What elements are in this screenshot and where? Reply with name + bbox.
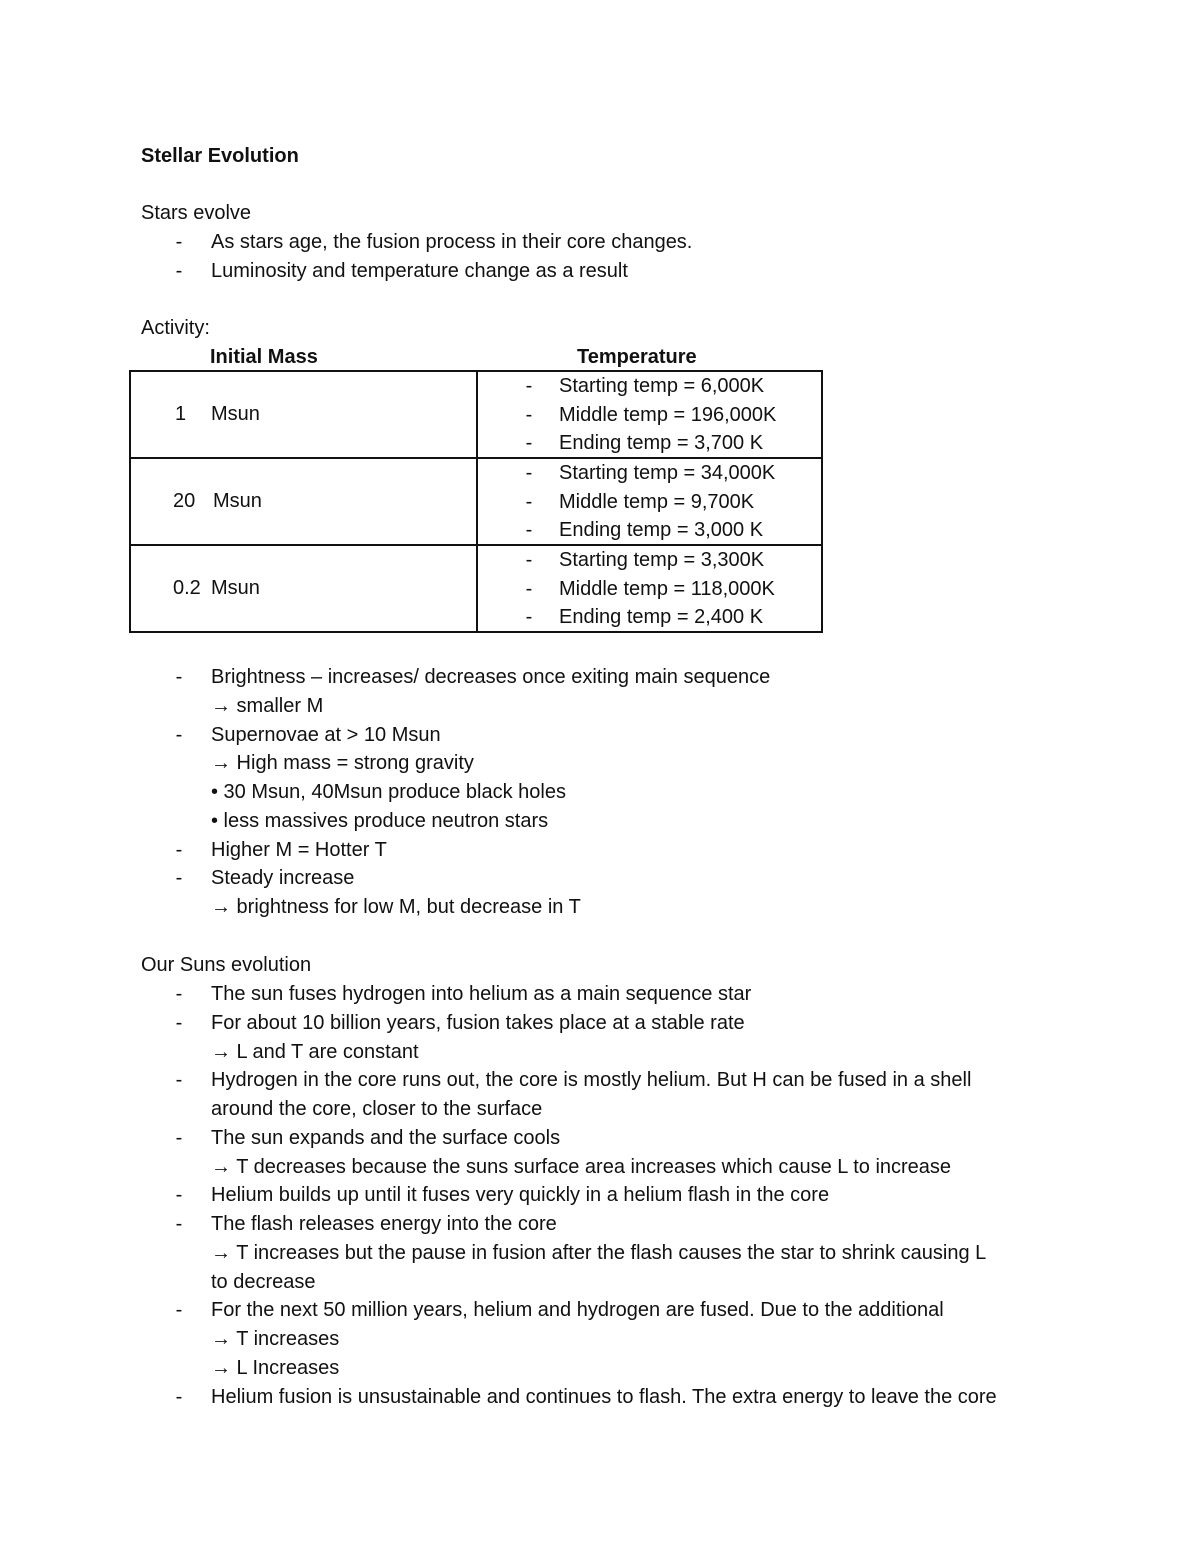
list-subitem: • 30 Msun, 40Msun produce black holes (211, 781, 566, 803)
mass-unit: Msun (211, 403, 260, 425)
dash-marker: - (175, 1011, 183, 1034)
mass-cell (130, 371, 477, 458)
list-item: Brightness – increases/ decreases once exiting main sequence (211, 666, 771, 688)
list-subitem: → smaller M (211, 694, 324, 717)
list-subitem: around the core, closer to the surface (211, 1098, 543, 1120)
dash-marker: - (175, 260, 183, 282)
table-row (130, 545, 822, 632)
mass-cell (130, 545, 477, 632)
dash-marker: - (525, 549, 533, 571)
mass-value: 0.2 (173, 577, 201, 599)
temperature-text: Starting temp = 6,000K (559, 375, 765, 397)
list-item: Hydrogen in the core runs out, the core is mostly helium. But H can be fused in a shell (211, 1069, 972, 1092)
page-title: Stellar Evolution (141, 145, 299, 167)
list-subitem: → T increases but the pause in fusion after the flash causes the star to shrink causing L (211, 1241, 987, 1264)
list-item: The sun fuses hydrogen into helium as a main sequence star (211, 983, 752, 1005)
bullet-text: Luminosity and temperature change as a result (211, 260, 628, 282)
list-subitem: → L and T are constant (211, 1040, 419, 1063)
activity-heading: Activity: (141, 317, 210, 339)
dash-marker: - (525, 462, 533, 484)
dash-marker: - (175, 1299, 183, 1322)
dash-marker: - (175, 838, 183, 861)
table-row (130, 458, 822, 545)
list-subitem: → L Increases (211, 1356, 340, 1379)
dash-marker: - (175, 1385, 183, 1408)
list-item: Higher M = Hotter T (211, 838, 387, 861)
dash-marker: - (175, 983, 183, 1005)
list-item: Helium builds up until it fuses very quickly in a helium flash in the core (211, 1184, 830, 1207)
section-heading-stars-evolve: Stars evolve (141, 202, 252, 224)
list-item: Steady increase (211, 867, 355, 890)
dash-marker: - (175, 1126, 183, 1149)
table-row (130, 371, 822, 458)
list-item: For about 10 billion years, fusion takes place at a stable rate (211, 1011, 745, 1034)
list-subitem: → T increases (211, 1328, 340, 1350)
temperature-text: Ending temp = 3,700 K (559, 432, 764, 454)
mass-unit: Msun (213, 490, 262, 512)
dash-marker: - (525, 490, 533, 513)
dash-marker: - (175, 867, 183, 890)
bullet-text: As stars age, the fusion process in their core changes. (211, 231, 693, 253)
dash-marker: - (175, 231, 183, 253)
list-subitem: → brightness for low M, but decrease in T (211, 896, 581, 918)
dash-marker: - (175, 1213, 183, 1235)
section-heading-sun: Our Suns evolution (141, 954, 312, 976)
temperature-text: Starting temp = 3,300K (559, 549, 765, 571)
list-subitem: → T decreases because the suns surface area increases which cause L to increase (211, 1155, 952, 1178)
mass-value: 1 (175, 403, 187, 425)
temperature-text: Ending temp = 2,400 K (559, 606, 764, 628)
list-subitem: to decrease (211, 1270, 316, 1293)
mass-cell (130, 458, 477, 545)
column-header-temperature: Temperature (577, 346, 697, 368)
temperature-cell (477, 458, 822, 545)
column-header-mass: Initial Mass (210, 346, 318, 368)
mass-value: 20 (173, 490, 196, 512)
list-subitem: → High mass = strong gravity (211, 752, 474, 775)
dash-marker: - (525, 519, 533, 541)
temperature-text: Middle temp = 196,000K (559, 403, 777, 426)
dash-marker: - (175, 1184, 183, 1207)
dash-marker: - (525, 432, 533, 454)
list-item: For the next 50 million years, helium and hydrogen are fused. Due to the additional (211, 1299, 944, 1322)
dash-marker: - (525, 375, 533, 397)
dash-marker: - (525, 577, 533, 600)
dash-marker: - (175, 1069, 183, 1092)
activity-table (129, 370, 823, 633)
temperature-text: Starting temp = 34,000K (559, 462, 776, 484)
mass-unit: Msun (211, 577, 260, 599)
dash-marker: - (525, 606, 533, 628)
temperature-cell (477, 545, 822, 632)
list-item: Helium fusion is unsustainable and continues to flash. The extra energy to leave the core (211, 1385, 997, 1408)
dash-marker: - (175, 723, 183, 746)
list-item: Supernovae at > 10 Msun (211, 723, 441, 746)
dash-marker: - (525, 403, 533, 426)
list-item: The sun expands and the surface cools (211, 1126, 561, 1149)
temperature-cell (477, 371, 822, 458)
list-subitem: • less massives produce neutron stars (211, 809, 549, 832)
temperature-text: Middle temp = 9,700K (559, 490, 755, 513)
temperature-text: Ending temp = 3,000 K (559, 519, 764, 541)
dash-marker: - (175, 666, 183, 688)
list-item: The flash releases energy into the core (211, 1213, 557, 1235)
temperature-text: Middle temp = 118,000K (559, 577, 775, 600)
